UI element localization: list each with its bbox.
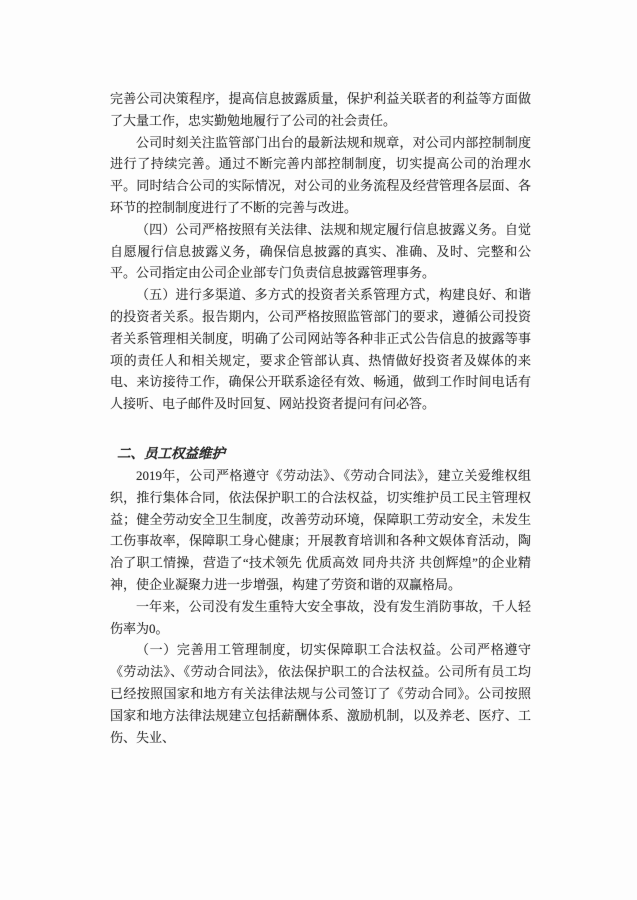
- paragraph: 一年来，公司没有发生重特大安全事故，没有发生消防事故，千人轻伤率为0。: [110, 598, 531, 636]
- document-content: [110, 88, 531, 748]
- paragraph: 2019年，公司严格遵守《劳动法》、《劳动合同法》，建立关爱维权组织，推行集体合同，依法保护职工的合法权益，切实维护员工民主管理权益；健全劳动安全卫生制度，改善劳动环境，保障职工劳动安全，未发生工伤事故率，保障职工身心健康；开展教育培训和各种文娱体育活动，陶冶了职工情操，营造了“技术领先 优质高效 同舟共济 共创辉煌”的企业精神，使企业凝聚力进一步增强，构建了劳资和谐的双赢格局。: [110, 467, 531, 592]
- paragraph: 公司时刻关注监管部门出台的最新法规和规章，对公司内部控制制度进行了持续完善。通过不断完善内部控制制度，切实提高公司的治理水平。同时结合公司的实际情况，对公司的业务流程及经营管理各层面、各环节的控制制度进行了不断的完善与改进。: [110, 134, 531, 215]
- paragraph-item-4: （四）公司严格按照有关法律、法规和规定履行信息披露义务。自觉自愿履行信息披露义务，确保信息披露的真实、准确、及时、完整和公平。公司指定由公司企业部专门负责信息披露管理事务。: [110, 221, 531, 281]
- section-heading: 二、员工权益维护: [117, 445, 225, 461]
- paragraph-continued: 完善公司决策程序，提高信息披露质量，保护利益关联者的利益等方面做了大量工作，忠实勤勉地履行了公司的社会责任。: [110, 91, 531, 128]
- paragraph-item-1: （一）完善用工管理制度，切实保障职工合法权益。公司严格遵守《劳动法》、《劳动合同法》，依法保护职工的合法权益。公司所有员工均已经按照国家和地方有关法律法规与公司签订了《劳动合同》。公司按照国家和地方法律法规建立包括薪酬体系、激励机制，以及养老、医疗、工伤、失业、: [110, 642, 531, 745]
- paragraph-item-5: （五）进行多渠道、多方式的投资者关系管理方式，构建良好、和谐的投资者关系。报告期内，公司严格按照监管部门的要求，遵循公司投资者关系管理相关制度，明确了公司网站等各种非正式公告信息的披露等事项的责任人和相关规定，要求企管部认真、热情做好投资者及媒体的来电、来访接待工作，确保公开联系途径有效、畅通，做到工作时间电话有人接听、电子邮件及时回复、网站投资者提问有问必答。: [110, 287, 531, 412]
